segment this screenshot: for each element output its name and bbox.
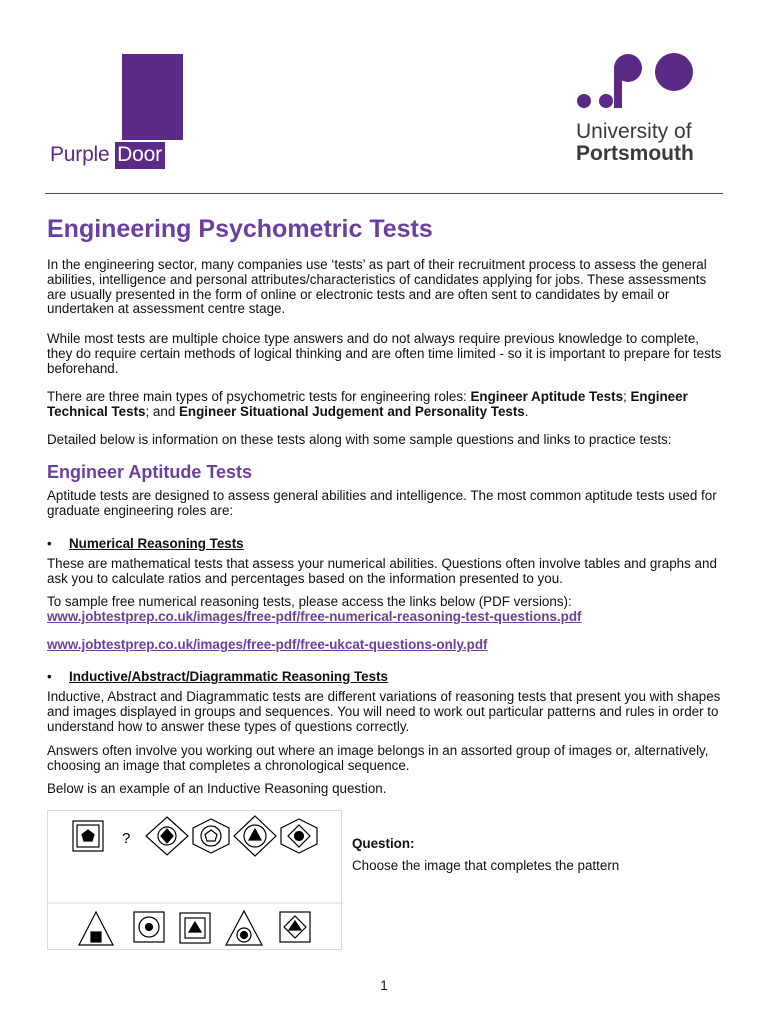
numerical-link-2[interactable]: www.jobtestprep.co.uk/images/free-pdf/free-ukcat-questions-only.pdf [47, 637, 488, 652]
sequence-shape-3 [146, 817, 188, 855]
option-shape-e [280, 912, 310, 942]
numerical-label: Numerical Reasoning Tests [69, 536, 244, 551]
option-shape-b [134, 912, 164, 942]
sequence-shape-6 [281, 819, 317, 853]
inductive-example-intro: Below is an example of an Inductive Reasoning question. [47, 781, 387, 796]
intro-paragraph-3 [47, 390, 727, 420]
bullet-dot: • [47, 669, 52, 684]
numerical-link-1-row [47, 610, 727, 625]
purple-door-word-purple: Purple [50, 143, 110, 166]
header-divider [45, 193, 723, 194]
inductive-label: Inductive/Abstract/Diagrammatic Reasoning Tests [69, 669, 388, 684]
intro-p3-end: . [524, 403, 529, 419]
aptitude-intro: Aptitude tests are designed to assess general abilities and intelligence. The most common aptitude tests used for graduate engineering roles are: [47, 488, 717, 518]
intro-p3-start: There are three main types of psychometric tests for engineering roles: [47, 389, 471, 404]
numerical-description: These are mathematical tests that assess your numerical abilities. Questions often involve tables and graphs and ask you to calculate ratios and percentages based on the information presented to you. [47, 556, 717, 586]
option-shape-d [226, 911, 262, 945]
purple-door-logo-text [50, 142, 165, 169]
purple-door-logo-bar [122, 54, 183, 140]
intro-paragraph-4: Detailed below is information on these tests along with some sample questions and links to practice tests: [47, 432, 672, 447]
intro-p3-sep1: ; [623, 389, 631, 404]
aptitude-heading: Engineer Aptitude Tests [47, 462, 253, 482]
sequence-shape-5 [234, 816, 276, 856]
numerical-bullet [47, 536, 244, 551]
bullet-dot: • [47, 536, 52, 551]
question-label: Question: [352, 836, 415, 851]
intro-p3-situational: Engineer Situational Judgement and Personality Tests [179, 403, 525, 419]
purple-door-word-door: Door [115, 142, 165, 169]
option-shape-c [180, 913, 210, 943]
option-shape-a [79, 912, 113, 945]
numerical-link-2-row [47, 638, 727, 653]
intro-p3-sep2: ; and [145, 403, 179, 419]
numerical-link-1[interactable]: www.jobtestprep.co.uk/images/free-pdf/free-numerical-reasoning-test-questions.pdf [47, 609, 582, 624]
intro-paragraph-1: In the engineering sector, many companies use ‘tests’ as part of their recruitment process to assess the general abilities, intelligence and personal attributes/characteristics of candidates applying for jobs. These assessments are usually presented in the form of online or electronic tests and are often sent to candidates by email or undertaken at assessment centre stage. [47, 257, 707, 317]
page-title: Engineering Psychometric Tests [47, 215, 433, 243]
inductive-description-2: Answers often involve you working out where an image belongs in an assorted group of images or, alternatively, choosing an image that completes a chronological sequence. [47, 743, 709, 773]
sequence-shape-1 [73, 821, 103, 851]
sequence-question-mark: ? [122, 830, 131, 847]
uop-logo-line2: Portsmouth [576, 142, 694, 165]
numerical-links-intro: To sample free numerical reasoning tests, please access the links below (PDF versions): [47, 594, 572, 609]
inductive-example-figure [47, 810, 342, 950]
inductive-bullet [47, 669, 388, 684]
inductive-example-shapes [48, 811, 343, 951]
intro-p3-technical: Engineer Technical Tests [47, 389, 688, 419]
sequence-shape-4 [193, 819, 229, 853]
university-of-portsmouth-logo-mark [576, 52, 696, 116]
inductive-description-1: Inductive, Abstract and Diagrammatic tests are different variations of reasoning tests that present you with shapes and images displayed in groups and sequences. You will need to work out particular patterns and rules in order to understand how to answer these types of questions correctly. [47, 689, 721, 734]
intro-p3-aptitude: Engineer Aptitude Tests [470, 389, 624, 404]
question-text: Choose the image that completes the pattern [352, 858, 620, 873]
page-number: 1 [380, 978, 388, 993]
intro-paragraph-2: While most tests are multiple choice type answers and do not always require previous knowledge to complete, they do require certain methods of logical thinking and are often time limited - so it is important to prepare for tests beforehand. [47, 331, 722, 376]
uop-logo-line1: University of [576, 120, 692, 143]
